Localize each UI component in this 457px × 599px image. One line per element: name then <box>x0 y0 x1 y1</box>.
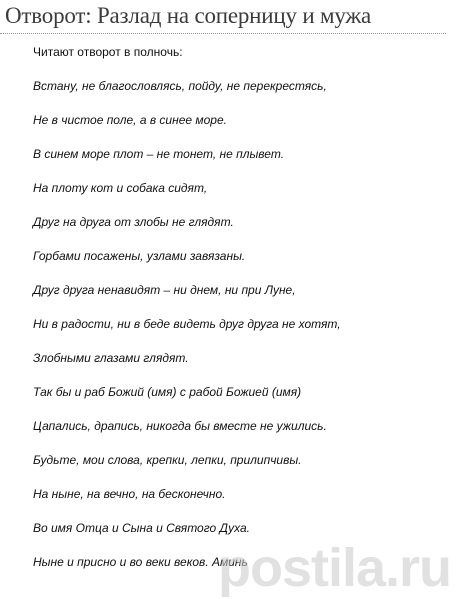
text-line: Друг друга ненавидят – ни днем, ни при Луне, <box>33 283 296 297</box>
text-line: Не в чистое поле, а в синее море. <box>33 113 227 127</box>
text-line: Будьте, мои слова, крепки, лепки, прилипчивы. <box>33 453 302 467</box>
text-line: Встану, не благословлясь, пойду, не перекрестясь, <box>33 79 327 93</box>
text-line: На плоту кот и собака сидят, <box>33 181 208 195</box>
text-line: Ни в радости, ни в беде видеть друг друга не хотят, <box>33 317 341 331</box>
page-title: Отворот: Разлад на соперницу и мужа <box>5 3 372 28</box>
text-line: Так бы и раб Божий (имя) с рабой Божией (имя) <box>33 385 302 399</box>
text-line: Горбами посажены, узлами завязаны. <box>33 249 246 263</box>
text-line: На ныне, на вечно, на бесконечно. <box>33 487 226 501</box>
text-line: Друг на друга от злобы не глядят. <box>33 215 234 229</box>
text-line: Злобными глазами глядят. <box>33 351 189 365</box>
text-line: Ныне и присно и во веки веков. Аминь <box>33 555 248 569</box>
watermark-logo: postila.ru <box>217 538 451 598</box>
text-line: Во имя Отца и Сына и Святого Духа. <box>33 521 250 535</box>
intro-text: Читают отворот в полночь: <box>33 45 183 59</box>
title-divider <box>0 33 446 34</box>
text-line: Цапались, драпись, никогда бы вместе не ужились. <box>33 419 327 433</box>
text-line: В синем море плот – не тонет, не плывет. <box>33 147 285 161</box>
